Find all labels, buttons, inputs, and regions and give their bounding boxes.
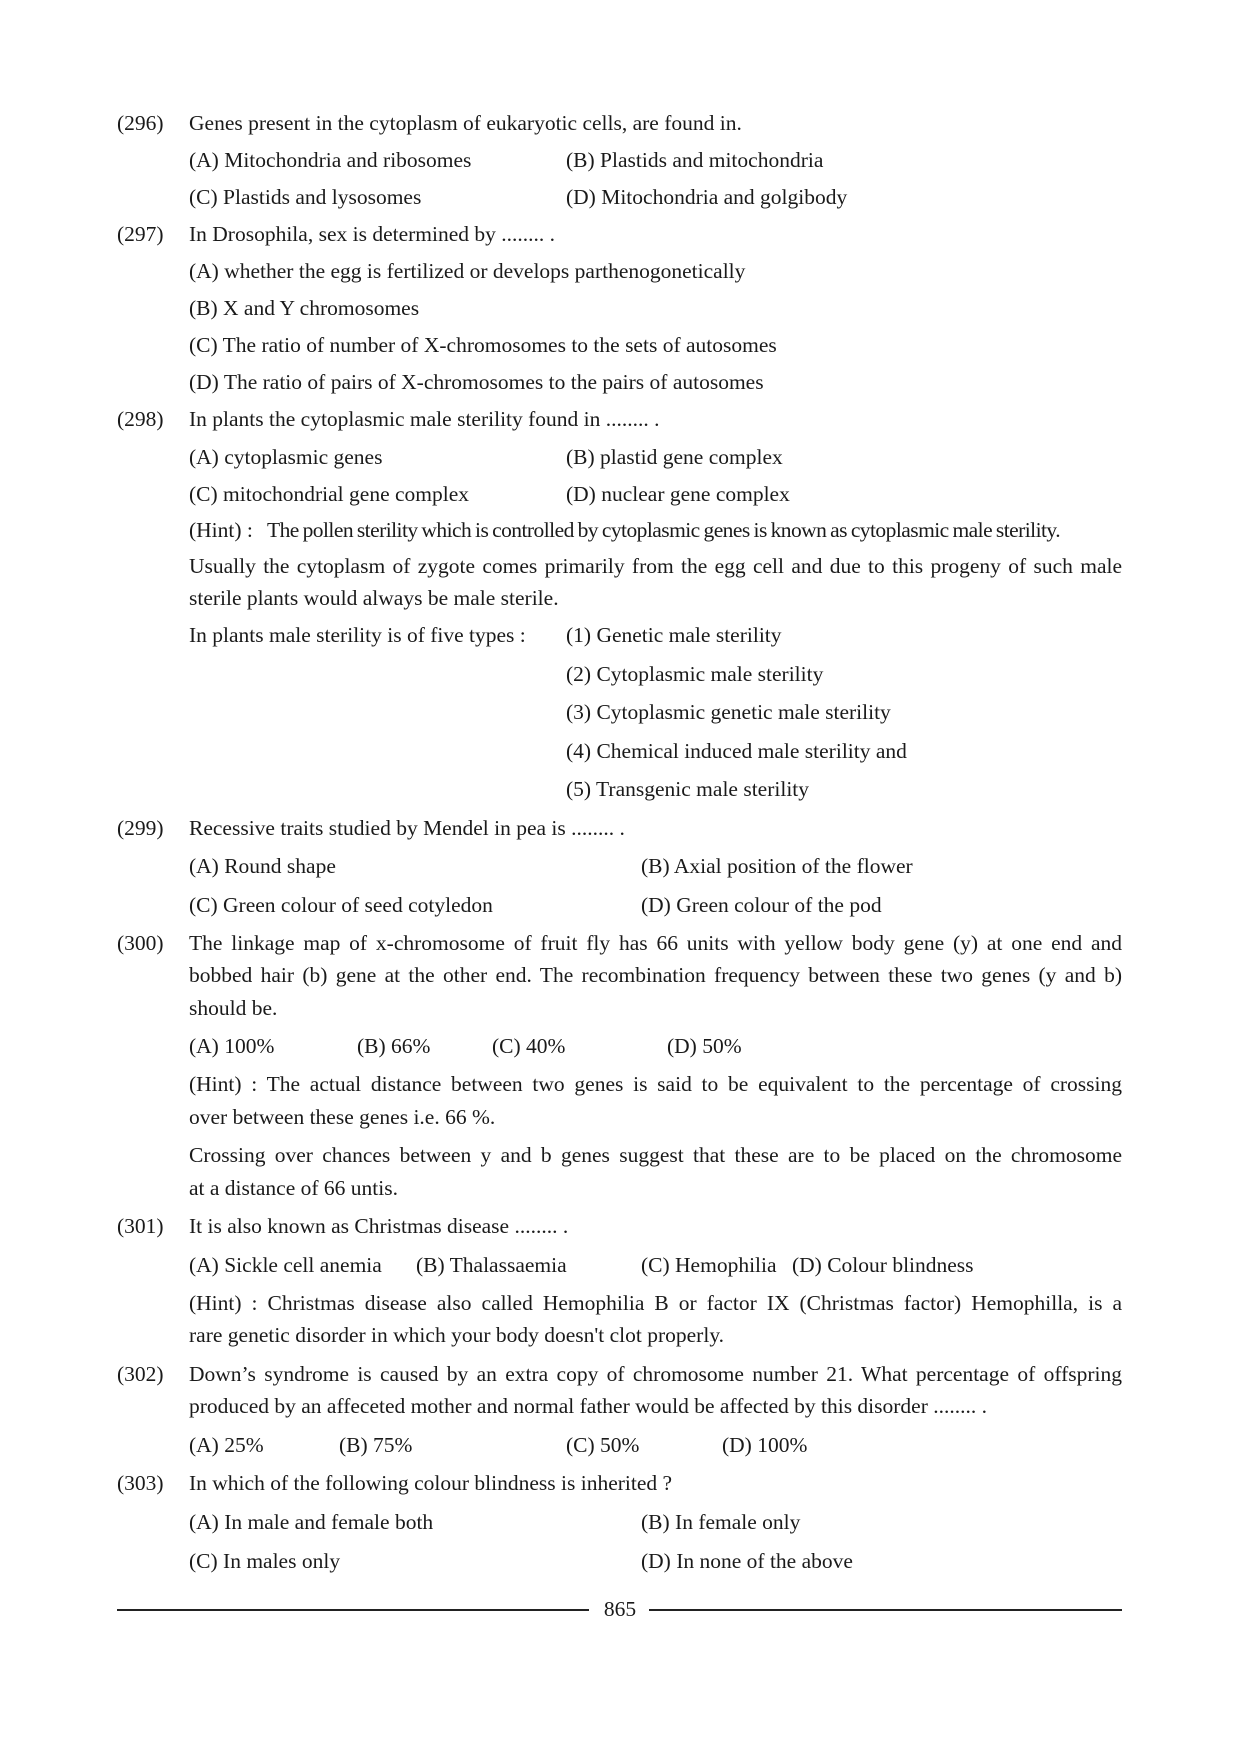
option-c: (C) Plastids and lysosomes — [189, 185, 422, 209]
hint-text-line: (Hint) : The actual distance between two genes is said to be equivalent to the percentage of crossing — [189, 1072, 1122, 1096]
page-number: 865 — [603, 1597, 637, 1621]
question-text-line: bobbed hair (b) gene at the other end. The recombination frequency between these two genes (y and b) — [189, 963, 1122, 987]
option-c: (C) 40% — [492, 1034, 566, 1058]
sterility-type-item: (5) Transgenic male sterility — [566, 777, 810, 801]
option-c: (C) In males only — [189, 1549, 341, 1573]
option-a: (A) Round shape — [189, 854, 336, 878]
option-d: (D) Colour blindness — [792, 1253, 974, 1277]
option-d: (D) 50% — [667, 1034, 742, 1058]
question-text-line: produced by an affeceted mother and normal father would be affected by this disorder ........ . — [189, 1394, 988, 1418]
question-number: (298) — [117, 407, 164, 431]
option-d: (D) The ratio of pairs of X-chromosomes to the pairs of autosomes — [189, 370, 764, 394]
option-d: (D) Green colour of the pod — [641, 893, 882, 917]
question-text: In which of the following colour blindness is inherited ? — [189, 1471, 673, 1495]
option-b: (B) Thalassaemia — [416, 1253, 567, 1277]
hint-paragraph-line: at a distance of 66 untis. — [189, 1176, 398, 1200]
hint-text-line: rare genetic disorder in which your body doesn't clot properly. — [189, 1323, 725, 1347]
option-a: (A) 100% — [189, 1034, 275, 1058]
question-text-line: Down’s syndrome is caused by an extra copy of chromosome number 21. What percentage of offspring — [189, 1362, 1122, 1386]
option-b: (B) X and Y chromosomes — [189, 296, 420, 320]
hint-text-line: (Hint) : Christmas disease also called Hemophilia B or factor IX (Christmas factor) Hemophilla, is a — [189, 1291, 1122, 1315]
sterility-type-item: (1) Genetic male sterility — [566, 623, 782, 647]
option-d: (D) nuclear gene complex — [566, 482, 790, 506]
hint-paragraph-line: Usually the cytoplasm of zygote comes primarily from the egg cell and due to this progeny of such male — [189, 554, 1122, 578]
option-c: (C) Green colour of seed cotyledon — [189, 893, 493, 917]
option-a: (A) Mitochondria and ribosomes — [189, 148, 472, 172]
option-b: (B) Axial position of the flower — [641, 854, 913, 878]
option-c: (C) 50% — [566, 1433, 640, 1457]
question-text: It is also known as Christmas disease ........ . — [189, 1214, 569, 1238]
hint-paragraph-line: Crossing over chances between y and b genes suggest that these are to be placed on the chromosome — [189, 1143, 1122, 1167]
hint-text: The pollen sterility which is controlled by cytoplasmic genes is known as cytoplasmic male sterility. — [267, 518, 1061, 542]
option-d: (D) In none of the above — [641, 1549, 853, 1573]
hint-paragraph-line: sterile plants would always be male sterile. — [189, 586, 559, 610]
option-a: (A) Sickle cell anemia — [189, 1253, 382, 1277]
sterility-types-intro: In plants male sterility is of five types : — [189, 623, 526, 647]
question-number: (301) — [117, 1214, 164, 1238]
question-number: (303) — [117, 1471, 164, 1495]
footer-rule-left — [117, 1609, 589, 1611]
question-text-line: The linkage map of x-chromosome of fruit fly has 66 units with yellow body gene (y) at one end and — [189, 931, 1122, 955]
question-text: In Drosophila, sex is determined by ........ . — [189, 222, 556, 246]
option-a: (A) cytoplasmic genes — [189, 445, 383, 469]
question-text: In plants the cytoplasmic male sterility found in ........ . — [189, 407, 660, 431]
question-text-line: should be. — [189, 996, 278, 1020]
hint-text-line: over between these genes i.e. 66 %. — [189, 1105, 496, 1129]
question-number: (299) — [117, 816, 164, 840]
option-c: (C) The ratio of number of X-chromosomes to the sets of autosomes — [189, 333, 777, 357]
option-b: (B) 75% — [339, 1433, 413, 1457]
sterility-type-item: (4) Chemical induced male sterility and — [566, 739, 907, 763]
option-d: (D) Mitochondria and golgibody — [566, 185, 848, 209]
question-text: Recessive traits studied by Mendel in pea is ........ . — [189, 816, 625, 840]
question-number: (302) — [117, 1362, 164, 1386]
option-d: (D) 100% — [722, 1433, 808, 1457]
option-b: (B) In female only — [641, 1510, 801, 1534]
option-b: (B) 66% — [357, 1034, 431, 1058]
question-number: (300) — [117, 931, 164, 955]
question-number: (297) — [117, 222, 164, 246]
option-a: (A) 25% — [189, 1433, 264, 1457]
option-b: (B) Plastids and mitochondria — [566, 148, 824, 172]
option-a: (A) In male and female both — [189, 1510, 434, 1534]
option-c: (C) mitochondrial gene complex — [189, 482, 470, 506]
option-b: (B) plastid gene complex — [566, 445, 783, 469]
option-a: (A) whether the egg is fertilized or develops parthenogonetically — [189, 259, 746, 283]
sterility-type-item: (2) Cytoplasmic male sterility — [566, 662, 824, 686]
question-text: Genes present in the cytoplasm of eukaryotic cells, are found in. — [189, 111, 742, 135]
option-c: (C) Hemophilia — [641, 1253, 777, 1277]
question-number: (296) — [117, 111, 164, 135]
sterility-type-item: (3) Cytoplasmic genetic male sterility — [566, 700, 891, 724]
hint-label: (Hint) : — [189, 518, 253, 542]
footer-rule-right — [649, 1609, 1122, 1611]
